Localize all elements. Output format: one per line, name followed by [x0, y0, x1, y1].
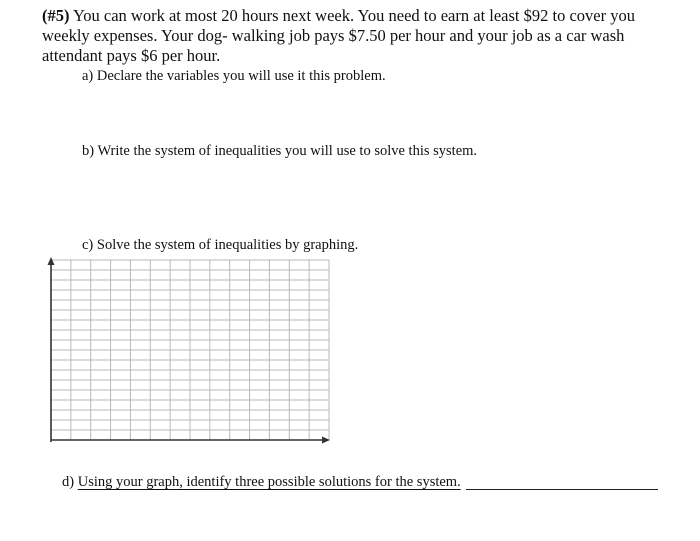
problem-number: (#5): [42, 6, 70, 25]
part-d-question: [62, 473, 461, 491]
problem-text: You can work at most 20 hours next week. You need to earn at least $92 to cover you weekly expenses. Your dog- walking job pays $7.50 per hour and your job as a car wash attendant pays $6 per hour.: [42, 6, 635, 65]
problem-statement: [42, 6, 642, 66]
grid-lines: [51, 260, 329, 440]
y-axis-arrow-icon: [48, 257, 55, 265]
part-b-question: b) Write the system of inequalities you will use to solve this system.: [82, 143, 478, 159]
part-a-question: a) Declare the variables you will use it this problem.: [82, 68, 386, 84]
graph-grid: [40, 252, 335, 447]
part-d-letter: d): [62, 474, 75, 490]
answer-line: [466, 489, 658, 490]
part-c-question: c) Solve the system of inequalities by graphing.: [82, 237, 359, 253]
part-d-text: Using your graph, identify three possible solutions for the system.: [77, 474, 461, 490]
